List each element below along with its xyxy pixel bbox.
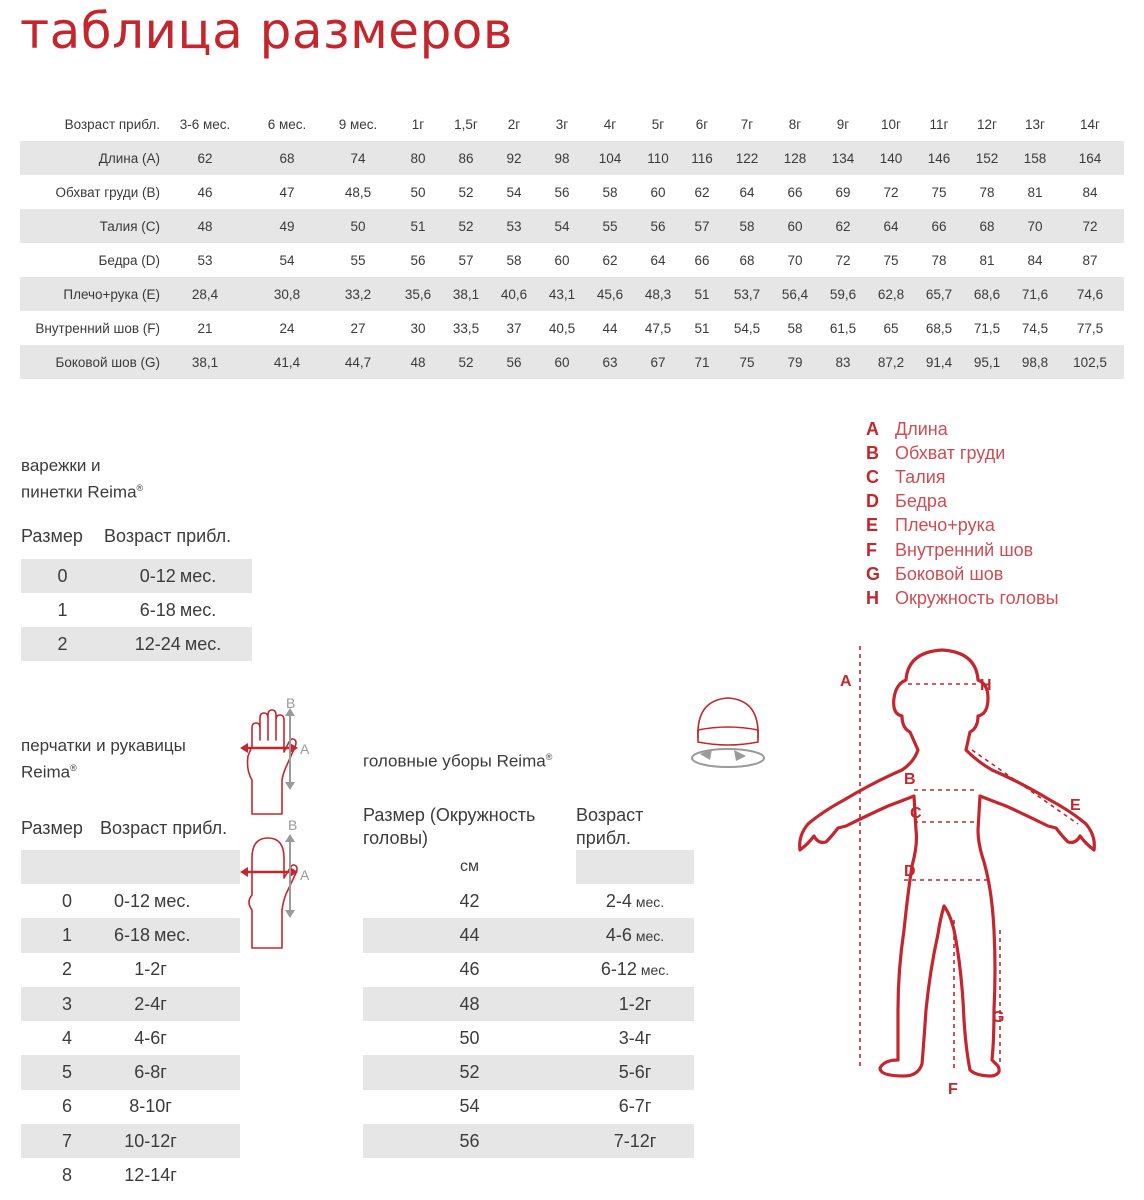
- size-table: [20, 107, 1124, 379]
- table-cell: 87: [1082, 252, 1098, 268]
- table-cell: 40,5: [548, 320, 576, 336]
- table-row: [21, 559, 252, 593]
- age-header-cell: 13г: [1025, 116, 1045, 132]
- table-cell: 74: [350, 150, 366, 166]
- mitten-label-b: B: [288, 817, 298, 833]
- table-cell: 58: [506, 252, 522, 268]
- legend-item: [866, 586, 1059, 610]
- table-cell: 33,5: [452, 320, 480, 336]
- age-cell: 0-12 мес.: [139, 565, 217, 586]
- legend-letter: F: [866, 539, 877, 560]
- age-header-cell: 10г: [881, 116, 901, 132]
- age-header-cell: 3-6 мес.: [179, 116, 231, 132]
- table-row: [21, 1090, 240, 1124]
- size-cell: 6: [61, 1096, 72, 1117]
- table-cell: 54: [554, 218, 570, 234]
- table-cell: 70: [787, 252, 803, 268]
- table-row: [21, 1055, 240, 1089]
- table-cell: 57: [458, 252, 474, 268]
- table-row: [363, 1021, 694, 1055]
- table-cell: 79: [787, 354, 803, 370]
- size-table-header-row: [20, 107, 1124, 141]
- age-header-cell: 6г: [695, 116, 709, 132]
- table-cell: 74,5: [1021, 320, 1049, 336]
- mitten-label-a: A: [300, 867, 310, 883]
- table-cell: 60: [554, 354, 570, 370]
- size-cell: 5: [61, 1062, 72, 1083]
- age-header-cell: 9 мес.: [338, 116, 378, 132]
- table-cell: 71,5: [973, 320, 1001, 336]
- age-header-cell: 4г: [603, 116, 617, 132]
- table-cell: 47: [279, 184, 295, 200]
- table-cell: 62: [197, 150, 213, 166]
- table-row: [20, 209, 1124, 243]
- table-row: [21, 1124, 240, 1158]
- table-cell: 110: [647, 150, 669, 166]
- table-cell: 78: [931, 252, 947, 268]
- table-cell: 52: [458, 184, 474, 200]
- table-cell: 140: [879, 150, 903, 166]
- table-cell: 67: [650, 354, 666, 370]
- figure-label-g: G: [992, 1009, 1005, 1026]
- table-cell: 48: [197, 218, 213, 234]
- size-cell: 56: [459, 1130, 480, 1151]
- table-cell: 27: [350, 320, 366, 336]
- table-row: [363, 1124, 694, 1158]
- table-row: [363, 884, 694, 918]
- age-cell: 0-12 мес.: [114, 890, 191, 911]
- table-row: [21, 884, 240, 918]
- table-cell: 41,4: [273, 354, 301, 370]
- table-cell: 48,5: [344, 184, 372, 200]
- size-cell: 8: [61, 1165, 72, 1186]
- table-cell: 46: [197, 184, 213, 200]
- table-row: [21, 953, 240, 987]
- table-cell: 54: [506, 184, 522, 200]
- table-row: [21, 1158, 240, 1192]
- table-cell: 104: [598, 150, 622, 166]
- age-header-cell: 7г: [740, 116, 754, 132]
- legend-letter: A: [866, 418, 879, 439]
- table-cell: 75: [931, 184, 947, 200]
- legend-item: [866, 441, 1059, 465]
- glove-label-b: B: [286, 695, 296, 711]
- table-cell: 51: [694, 286, 710, 302]
- table-cell: 37: [506, 320, 522, 336]
- age-cell: 1-2г: [618, 993, 652, 1014]
- table-cell: 33,2: [344, 286, 372, 302]
- table-cell: 60: [787, 218, 803, 234]
- table-cell: 75: [739, 354, 755, 370]
- legend-text: Боковой шов: [895, 563, 1004, 584]
- age-header-cell: 9г: [836, 116, 850, 132]
- age-cell: 6-18 мес.: [114, 924, 191, 945]
- age-header-cell: 3г: [555, 116, 569, 132]
- gloves-spacer-row: [21, 850, 240, 884]
- age-header-cell: 1г: [411, 116, 425, 132]
- table-cell: 65: [883, 320, 899, 336]
- figure-label-b: B: [904, 771, 916, 788]
- row-label: Бедра (D): [98, 252, 160, 268]
- table-cell: 116: [691, 150, 713, 166]
- table-cell: 21: [197, 320, 213, 336]
- table-cell: 68: [279, 150, 295, 166]
- table-row: [363, 987, 694, 1021]
- table-cell: 87,2: [877, 354, 905, 370]
- legend-text: Длина: [895, 418, 948, 439]
- headwear-unit-row: см: [363, 850, 694, 884]
- table-cell: 38,1: [452, 286, 480, 302]
- age-header-cell: 12г: [977, 116, 997, 132]
- table-cell: 164: [1078, 150, 1102, 166]
- table-cell: 71: [694, 354, 710, 370]
- table-row: [20, 243, 1124, 277]
- size-cell: 4: [61, 1027, 72, 1048]
- age-cell: 12-14г: [124, 1165, 177, 1186]
- table-cell: 49: [279, 218, 295, 234]
- page-title: таблица размеров: [20, 2, 513, 60]
- table-cell: 58: [602, 184, 618, 200]
- table-cell: 84: [1027, 252, 1043, 268]
- table-cell: 53,7: [733, 286, 761, 302]
- age-cell: 1-2г: [134, 959, 167, 980]
- table-cell: 128: [783, 150, 807, 166]
- age-cell: 6-7г: [618, 1096, 652, 1117]
- table-cell: 57: [694, 218, 710, 234]
- table-cell: 81: [979, 252, 995, 268]
- legend-text: Обхват груди: [895, 442, 1006, 463]
- legend-text: Окружность головы: [895, 587, 1059, 608]
- table-cell: 58: [739, 218, 755, 234]
- table-row: [21, 987, 240, 1021]
- legend-letter: B: [866, 442, 879, 463]
- size-cell: 1: [57, 599, 68, 620]
- table-row: [363, 953, 694, 987]
- table-cell: 56: [506, 354, 522, 370]
- age-cell: 10-12г: [124, 1130, 177, 1151]
- row-label: Длина (A): [98, 150, 160, 166]
- size-cell: 52: [459, 1062, 480, 1083]
- age-cell: 3-4г: [618, 1027, 652, 1048]
- table-row: [20, 345, 1124, 379]
- size-cell: 1: [61, 924, 72, 945]
- table-cell: 64: [883, 218, 899, 234]
- age-header-cell: 11г: [929, 116, 949, 132]
- legend-text: Талия: [895, 466, 946, 487]
- table-cell: 40,6: [500, 286, 528, 302]
- table-cell: 95,1: [973, 354, 1001, 370]
- table-cell: 55: [602, 218, 618, 234]
- table-row: [21, 627, 252, 661]
- age-cell: 6-12 мес.: [600, 959, 670, 980]
- table-cell: 72: [883, 184, 899, 200]
- size-cell: 42: [459, 890, 480, 911]
- table-cell: 38,1: [191, 354, 219, 370]
- table-cell: 47,5: [644, 320, 672, 336]
- table-cell: 63: [602, 354, 618, 370]
- table-cell: 81: [1027, 184, 1043, 200]
- table-cell: 92: [506, 150, 522, 166]
- row-label: Боковой шов (G): [55, 354, 160, 370]
- size-cell: 44: [459, 924, 480, 945]
- mittens-title: варежки и пинетки Reima®: [21, 456, 144, 502]
- table-cell: 44: [602, 320, 618, 336]
- gloves-header: Размер Возраст прибл.: [21, 817, 228, 838]
- age-header-cell: 1,5г: [454, 116, 478, 132]
- size-cell: 3: [61, 993, 72, 1014]
- table-cell: 56: [554, 184, 570, 200]
- table-cell: 80: [410, 150, 426, 166]
- age-cell: 5-6г: [618, 1062, 652, 1083]
- glove-diagram: [232, 690, 322, 955]
- table-row: [21, 918, 240, 952]
- body-outline: [800, 650, 1095, 1076]
- table-cell: 62: [602, 252, 618, 268]
- table-cell: 66: [694, 252, 710, 268]
- table-cell: 134: [831, 150, 855, 166]
- mittens-header: Размер Возраст прибл.: [21, 525, 232, 546]
- table-cell: 52: [458, 218, 474, 234]
- figure-label-h: H: [980, 677, 992, 694]
- size-cell: 54: [459, 1096, 480, 1117]
- table-cell: 68: [979, 218, 995, 234]
- figure-label-c: C: [910, 805, 922, 822]
- table-cell: 72: [1082, 218, 1098, 234]
- age-cell: 7-12г: [613, 1130, 657, 1151]
- table-cell: 83: [835, 354, 851, 370]
- age-header-cell: 5г: [651, 116, 665, 132]
- table-cell: 54: [279, 252, 295, 268]
- legend-text: Внутренний шов: [895, 539, 1034, 560]
- legend-letter: C: [866, 466, 879, 487]
- size-cell: 0: [57, 565, 68, 586]
- table-cell: 84: [1082, 184, 1098, 200]
- legend-letter: D: [866, 491, 879, 512]
- measurement-legend: [866, 417, 1059, 611]
- table-cell: 43,1: [548, 286, 576, 302]
- legend-item: [866, 562, 1059, 586]
- table-cell: 48: [410, 354, 426, 370]
- table-cell: 60: [554, 252, 570, 268]
- table-cell: 66: [787, 184, 803, 200]
- headwear-title: головные уборы Reima®: [363, 751, 553, 771]
- table-cell: 70: [1027, 218, 1043, 234]
- age-cell: 4-6г: [134, 1027, 167, 1048]
- table-cell: 65,7: [925, 286, 953, 302]
- age-cell: 8-10г: [129, 1096, 172, 1117]
- figure-label-d: D: [904, 863, 916, 880]
- table-cell: 71,6: [1021, 286, 1049, 302]
- legend-item: [866, 538, 1059, 562]
- table-cell: 50: [410, 184, 426, 200]
- table-cell: 53: [506, 218, 522, 234]
- table-cell: 56: [410, 252, 426, 268]
- table-cell: 102,5: [1073, 354, 1107, 370]
- table-cell: 98: [554, 150, 570, 166]
- table-row: [363, 1055, 694, 1089]
- table-cell: 56,4: [781, 286, 809, 302]
- table-row: [21, 593, 252, 627]
- table-cell: 52: [458, 354, 474, 370]
- row-label: Обхват груди (B): [55, 184, 160, 200]
- size-cell: 46: [459, 959, 480, 980]
- table-row: [21, 1021, 240, 1055]
- age-cell: 2-4 мес.: [605, 890, 665, 911]
- legend-letter: H: [866, 587, 879, 608]
- table-cell: 62: [835, 218, 851, 234]
- table-cell: 68,5: [925, 320, 953, 336]
- row-label: Внутренний шов (F): [35, 320, 160, 336]
- table-cell: 86: [458, 150, 474, 166]
- header-label: Возраст прибл.: [64, 116, 160, 132]
- age-cell: 4-6 мес.: [605, 924, 665, 945]
- size-cell: 50: [459, 1027, 480, 1048]
- table-row: [363, 1090, 694, 1124]
- age-cell: 6-18 мес.: [139, 599, 217, 620]
- legend-text: Плечо+рука: [895, 515, 995, 536]
- table-cell: 24: [279, 320, 295, 336]
- table-cell: 152: [975, 150, 999, 166]
- table-cell: 64: [650, 252, 666, 268]
- legend-text: Бедра: [895, 491, 947, 512]
- glove-label-a: A: [300, 741, 310, 757]
- table-cell: 77,5: [1076, 320, 1104, 336]
- table-cell: 91,4: [925, 354, 953, 370]
- size-cell: 2: [61, 959, 72, 980]
- table-cell: 66: [931, 218, 947, 234]
- headwear-header: Размер (Окружность головы) Возраст прибл.: [363, 805, 644, 848]
- table-row: [20, 311, 1124, 345]
- age-cell: 2-4г: [134, 993, 167, 1014]
- age-cell: 12-24 мес.: [134, 633, 222, 654]
- hat-icon: [690, 690, 770, 775]
- row-label: Плечо+рука (E): [63, 286, 160, 302]
- table-cell: 60: [650, 184, 666, 200]
- figure-label-f: F: [948, 1081, 958, 1098]
- table-cell: 158: [1023, 150, 1047, 166]
- legend-item: [866, 465, 1059, 489]
- table-cell: 51: [410, 218, 426, 234]
- gloves-table: [21, 812, 240, 1193]
- table-cell: 35,6: [404, 286, 432, 302]
- table-cell: 30: [410, 320, 426, 336]
- table-cell: 55: [350, 252, 366, 268]
- table-cell: 69: [835, 184, 851, 200]
- table-cell: 64: [739, 184, 755, 200]
- table-cell: 62: [694, 184, 710, 200]
- figure-label-a: A: [840, 673, 852, 690]
- table-row: [20, 175, 1124, 209]
- table-cell: 122: [735, 150, 759, 166]
- headwear-table: [363, 804, 694, 1158]
- table-cell: 56: [650, 218, 666, 234]
- table-cell: 54,5: [733, 320, 761, 336]
- legend-item: [866, 490, 1059, 514]
- size-cell: 48: [459, 993, 480, 1014]
- table-cell: 59,6: [829, 286, 857, 302]
- size-cell: 2: [57, 633, 68, 654]
- age-header-cell: 2г: [507, 116, 521, 132]
- table-cell: 146: [927, 150, 951, 166]
- body-figure: [780, 630, 1110, 1100]
- table-cell: 44,7: [344, 354, 372, 370]
- gloves-title: перчатки и рукавицы Reima®: [21, 736, 186, 782]
- table-row: [363, 918, 694, 952]
- table-cell: 74,6: [1076, 286, 1104, 302]
- figure-label-e: E: [1070, 797, 1081, 814]
- table-cell: 68,6: [973, 286, 1001, 302]
- table-cell: 62,8: [877, 286, 905, 302]
- table-cell: 30,8: [273, 286, 301, 302]
- table-cell: 98,8: [1021, 354, 1049, 370]
- legend-item: [866, 417, 1059, 441]
- table-cell: 68: [739, 252, 755, 268]
- table-cell: 53: [197, 252, 213, 268]
- table-row: [20, 141, 1124, 175]
- table-cell: 78: [979, 184, 995, 200]
- table-cell: 72: [835, 252, 851, 268]
- size-cell: 7: [61, 1130, 72, 1151]
- table-cell: 58: [787, 320, 803, 336]
- table-cell: 45,6: [596, 286, 624, 302]
- legend-item: [866, 514, 1059, 538]
- age-cell: 6-8г: [134, 1062, 167, 1083]
- size-cell: 0: [61, 890, 72, 911]
- legend-letter: G: [866, 563, 881, 584]
- table-row: [20, 277, 1124, 311]
- age-header-cell: 8г: [788, 116, 802, 132]
- table-cell: 28,4: [191, 286, 219, 302]
- age-header-cell: 14г: [1080, 116, 1100, 132]
- table-cell: 48,3: [644, 286, 672, 302]
- mittens-table: [21, 520, 252, 661]
- row-label: Талия (C): [99, 218, 160, 234]
- table-cell: 50: [350, 218, 366, 234]
- glove-icon: [248, 710, 297, 814]
- age-header-cell: 6 мес.: [267, 116, 307, 132]
- table-cell: 51: [694, 320, 710, 336]
- legend-letter: E: [866, 515, 879, 536]
- table-cell: 75: [883, 252, 899, 268]
- table-cell: 61,5: [829, 320, 857, 336]
